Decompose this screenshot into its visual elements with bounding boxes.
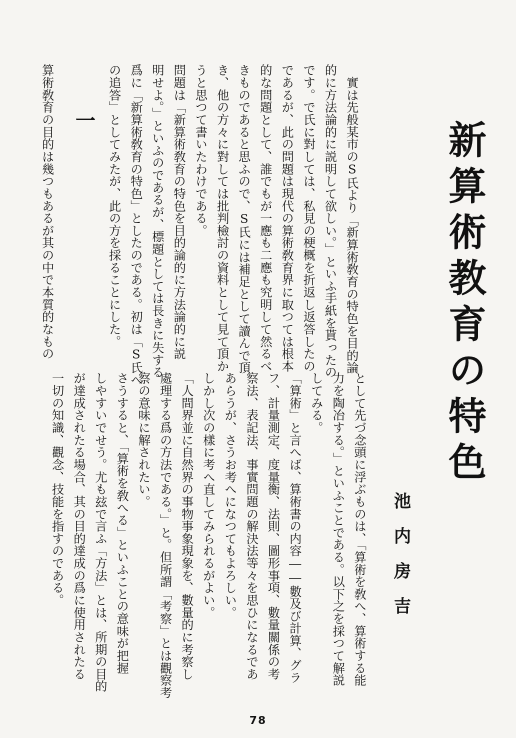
intro-text-column: の追答」としてみたが、此の方を採ることにした。 — [107, 64, 122, 348]
body-text-column: しやすいでせう。尤も玆で言ふ「方法」とは、所期の目的 — [93, 372, 108, 693]
body-text-column: 察法、表記法、事實問題の解決法等々を思ひになるであ — [244, 372, 259, 680]
body-text-column: 「算術」と言へば、算術書の内容――數及び計算、グラ — [288, 372, 303, 684]
body-text-column: しかし次の樣に考へ直してみられるがよい。 — [201, 372, 216, 619]
body-text-column: 察の意味に解されたい。 — [136, 372, 151, 508]
intro-text-column: うと思つて書いたわけである。 — [193, 64, 208, 237]
body-text-column: さうすると、「算術を敎へる」といふことの意味が把握 — [115, 372, 130, 674]
intro-text-column: き、他の方々に對しては批判檢討の資料として見て頂か — [215, 64, 230, 372]
body-text-column: として先づ念頭に浮ぶものは、「算術を敎へ、算術する能 — [352, 372, 367, 687]
intro-text-column: 的に方法論的に説明して欲しい。」といふ手紙を貰ったの — [323, 64, 338, 379]
section-number-one: 一 — [72, 110, 96, 130]
intro-text-column: 問題は「新算術敎育の特色を目的論的に方法論的に説 — [172, 64, 187, 360]
intro-text-column: 明せよ。」といふのであるが、標題としては長きに失する — [150, 64, 165, 379]
page-number: 78 — [249, 714, 267, 727]
intro-text-column: 的な問題として、誰でもが一應も二應も究明して然るべ — [258, 64, 273, 372]
section-one-first-column: 算術敎育の目的は幾つもあるが其の中で本質的なもの — [40, 64, 55, 360]
body-text-column: が達成されたる場合、其の目的達成の爲に使用されたる — [72, 372, 87, 680]
intro-text-column: であるが、此の問題は現代の算術敎育界に取つては根本 — [280, 64, 295, 372]
intro-text-column: 爲に「新算術敎育の特色」としたのである。初は「S氏へ — [129, 64, 144, 387]
body-paragraphs — [46, 372, 370, 699]
body-text-column: 一切の知識、觀念、技能を指すのである。 — [50, 372, 65, 607]
intro-text-column: きものであると思ふので、S氏には補足として讀んで頂 — [237, 64, 252, 374]
body-text-column: あらうが、さうお考へになつてもよろしい。 — [223, 372, 238, 619]
body-text-column: 「人間界並に自然界の事物事象現象を、數量的に考察し — [180, 372, 195, 680]
body-text-column: フ、計量測定、度量衡、法則、圖形事項、數量關係の考 — [266, 372, 281, 680]
intro-paragraphs — [103, 64, 362, 387]
intro-text-column: 實は先般某市のS氏より「新算術敎育の特色を目的論 — [345, 64, 360, 374]
intro-text-column: です。で氏に對しては、私見の梗概を折返し返答したの — [301, 64, 316, 372]
body-text-column: してみる。 — [309, 372, 324, 434]
article-title: 新算術教育の特色 — [442, 120, 486, 488]
body-text-column: 處理する爲の方法である。」と。但所謂「考察」とは觀察考 — [158, 372, 173, 699]
author-name: 池内房吉 — [390, 492, 410, 632]
body-text-column: 力を陶冶する。」といふことである。以下之を採つて解説 — [331, 372, 346, 687]
